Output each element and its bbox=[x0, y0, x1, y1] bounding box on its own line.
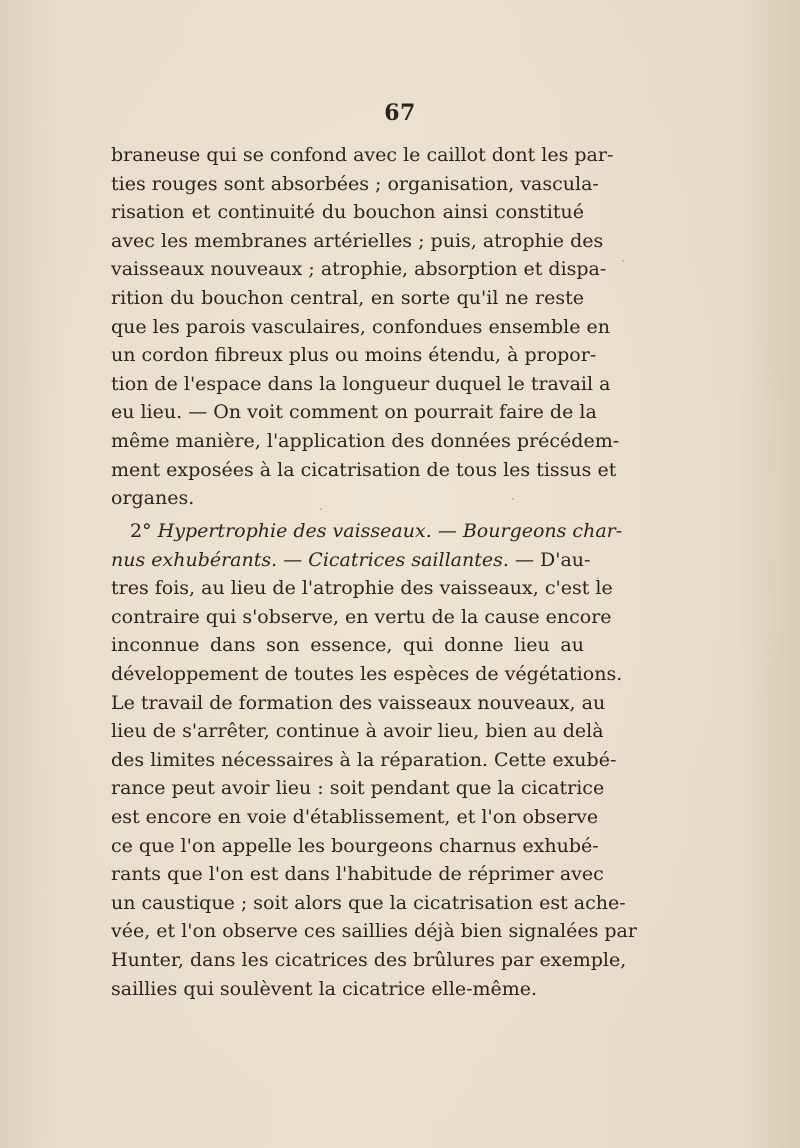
page-number: 67 bbox=[384, 100, 416, 126]
text-line: inconnue dans son essence, qui donne lieu au bbox=[111, 634, 584, 657]
text-line: eu lieu. — On voit comment on pourrait faire de la bbox=[111, 401, 597, 424]
text-line: développement de toutes les espèces de végétations. bbox=[111, 662, 623, 685]
text-line: rants que l'on est dans l'habitude de réprimer avec bbox=[111, 863, 604, 886]
text-line: tion de l'espace dans la longueur duquel le travail a bbox=[111, 372, 611, 395]
text-line: ties rouges sont absorbées ; organisation, vascula- bbox=[111, 172, 599, 195]
em-dash: — bbox=[514, 548, 534, 571]
text-line: ce que l'on appelle les bourgeons charnus exhubé- bbox=[111, 834, 599, 857]
em-dash: — bbox=[437, 520, 457, 542]
text-line: vée, et l'on observe ces saillies déjà bien signalées par bbox=[111, 920, 637, 943]
text-line: organes. bbox=[111, 487, 195, 510]
text-line: ment exposées à la cicatrisation de tous les tissus et bbox=[111, 458, 617, 481]
paragraph-1 bbox=[111, 141, 620, 513]
text-line: est encore en voie d'établissement, et l'on observe bbox=[111, 805, 599, 828]
text-line: même manière, l'application des données précédem- bbox=[111, 429, 620, 452]
section-number: 2° bbox=[130, 520, 152, 542]
text-line: un caustique ; soit alors que la cicatrisation est ache- bbox=[111, 891, 626, 914]
text-line: vaisseaux nouveaux ; atrophie, absorption et dispa- bbox=[111, 258, 607, 281]
section-title-part: nus exhubérants. bbox=[111, 548, 278, 571]
text-line: tres fois, au lieu de l'atrophie des vaisseaux, c'est le bbox=[111, 577, 613, 600]
text-line: rition du bouchon central, en sorte qu'il ne reste bbox=[111, 286, 584, 309]
text-run: D'au- bbox=[539, 548, 591, 571]
paper-speck bbox=[622, 260, 624, 262]
text-line: des limites nécessaires à la réparation. Cette exubé- bbox=[111, 748, 617, 771]
text-line: Le travail de formation des vaisseaux nouveaux, au bbox=[111, 691, 606, 714]
text-line: avec les membranes artérielles ; puis, atrophie des bbox=[111, 229, 604, 252]
text-line: contraire qui s'observe, en vertu de la cause encore bbox=[111, 605, 612, 628]
text-line: un cordon fibreux plus ou moins étendu, à propor- bbox=[111, 344, 597, 367]
section-title-part: Hypertrophie des vaisseaux. bbox=[157, 520, 432, 542]
text-line: risation et continuité du bouchon ainsi constitué bbox=[111, 201, 584, 224]
text-line: braneuse qui se confond avec le caillot dont les par- bbox=[111, 144, 614, 166]
paper-speck bbox=[320, 508, 322, 510]
section-title-part: Bourgeons char- bbox=[462, 520, 623, 542]
text-line: Hunter, dans les cicatrices des brûlures par exemple, bbox=[111, 948, 627, 971]
text-line: saillies qui soulèvent la cicatrice elle-même. bbox=[111, 977, 538, 1000]
section-title-part: Cicatrices saillantes. bbox=[308, 548, 509, 571]
paragraph-2 bbox=[111, 517, 637, 1003]
em-dash: — bbox=[283, 548, 303, 571]
text-line: lieu de s'arrêter, continue à avoir lieu, bien au delà bbox=[111, 720, 604, 743]
section-heading-line bbox=[111, 517, 623, 546]
paper-speck bbox=[597, 577, 599, 579]
text-line: rance peut avoir lieu : soit pendant que la cicatrice bbox=[111, 777, 605, 800]
section-heading-line bbox=[111, 546, 591, 575]
text-line: que les parois vasculaires, confondues ensemble en bbox=[111, 315, 610, 338]
paper-speck bbox=[512, 498, 514, 500]
